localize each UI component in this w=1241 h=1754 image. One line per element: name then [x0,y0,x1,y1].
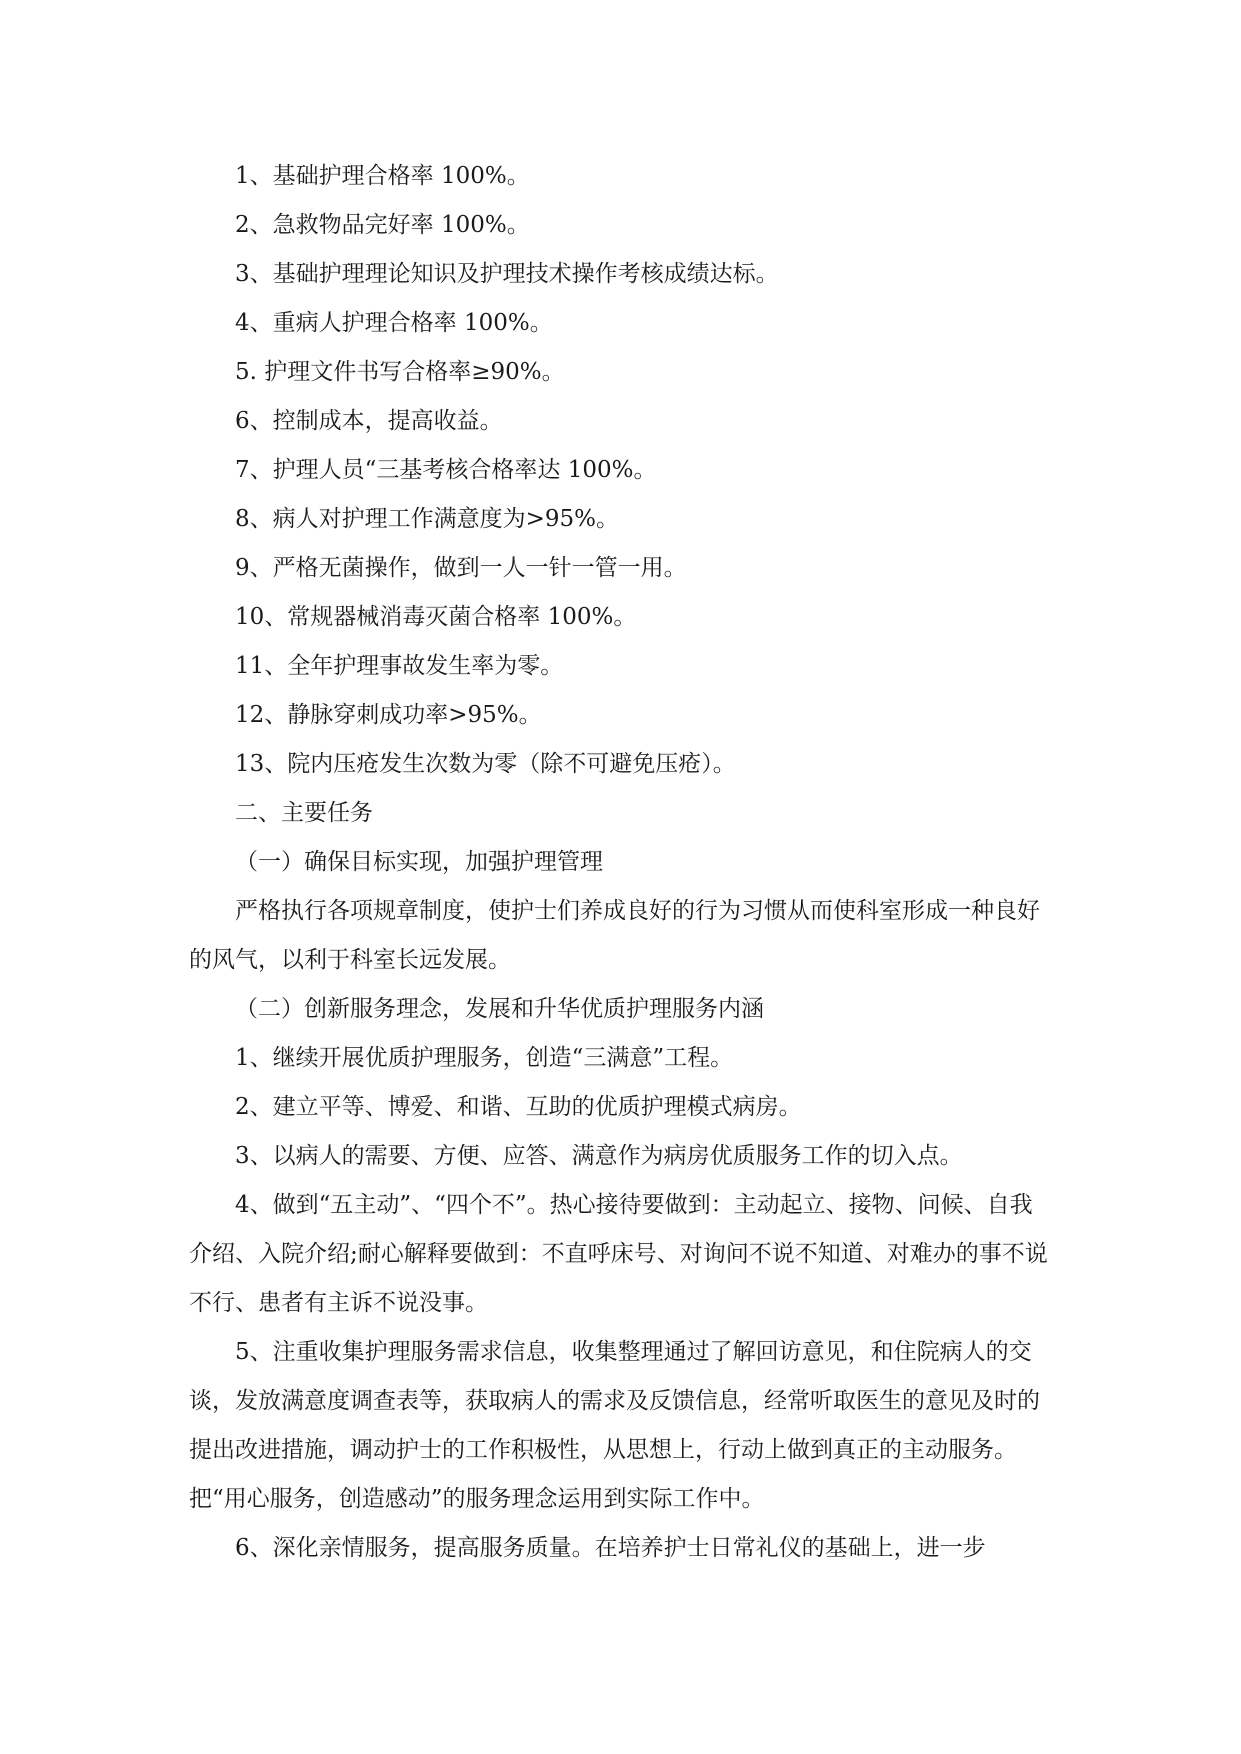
goal-item-4: 4、重病人护理合格率 100%。 [235,310,553,336]
goal-item-7: 7、护理人员“三基考核合格率达 100%。 [235,457,657,483]
goal-item-1: 1、基础护理合格率 100%。 [235,163,530,189]
goal-item-2: 2、急救物品完好率 100%。 [235,212,530,238]
subsection-heading-1: （一）确保目标实现，加强护理管理 [235,849,603,875]
service-item-4: 4、做到“五主动”、“四个不”。热心接待要做到：主动起立、接物、问候、自我介绍、入院介绍;耐心解释要做到：不直呼床号、对询问不说不知道、对难办的事不说不行、患者有主诉不说没事。 [189,1192,1048,1316]
goal-item-10: 10、常规器械消毒灭菌合格率 100%。 [235,604,637,630]
service-item-2: 2、建立平等、博爱、和谐、互助的优质护理模式病房。 [235,1094,802,1120]
service-item-3: 3、以病人的需要、方便、应答、满意作为病房优质服务工作的切入点。 [235,1143,963,1169]
service-item-6: 6、深化亲情服务，提高服务质量。在培养护士日常礼仪的基础上，进一步 [235,1535,986,1561]
goal-item-9: 9、严格无菌操作，做到一人一针一管一用。 [235,555,687,581]
document-body [189,152,1049,1573]
goal-item-6: 6、控制成本，提高收益。 [235,408,503,434]
goal-item-3: 3、基础护理理论知识及护理技术操作考核成绩达标。 [235,261,779,287]
goal-item-8: 8、病人对护理工作满意度为>95%。 [235,506,620,532]
service-item-1: 1、继续开展优质护理服务，创造“三满意”工程。 [235,1045,734,1071]
service-item-5: 5、注重收集护理服务需求信息，收集整理通过了解回访意见，和住院病人的交谈，发放满意度调查表等，获取病人的需求及反馈信息，经常听取医生的意见及时的提出改进措施，调动护士的工作积极性，从思想上，行动上做到真正的主动服务。把“用心服务，创造感动”的服务理念运用到实际工作中。 [189,1339,1040,1512]
goal-item-12: 12、静脉穿刺成功率>95%。 [235,702,542,728]
subsection-heading-2: （二）创新服务理念，发展和升华优质护理服务内涵 [235,996,764,1022]
paragraph-regulations: 严格执行各项规章制度，使护士们养成良好的行为习惯从而使科室形成一种良好的风气，以利于科室长远发展。 [189,898,1040,973]
goal-item-5: 5. 护理文件书写合格率≥90%。 [235,359,565,385]
goal-item-13: 13、院内压疮发生次数为零（除不可避免压疮）。 [235,751,736,777]
goal-item-11: 11、全年护理事故发生率为零。 [235,653,564,679]
section-heading-main-tasks: 二、主要任务 [235,800,373,826]
